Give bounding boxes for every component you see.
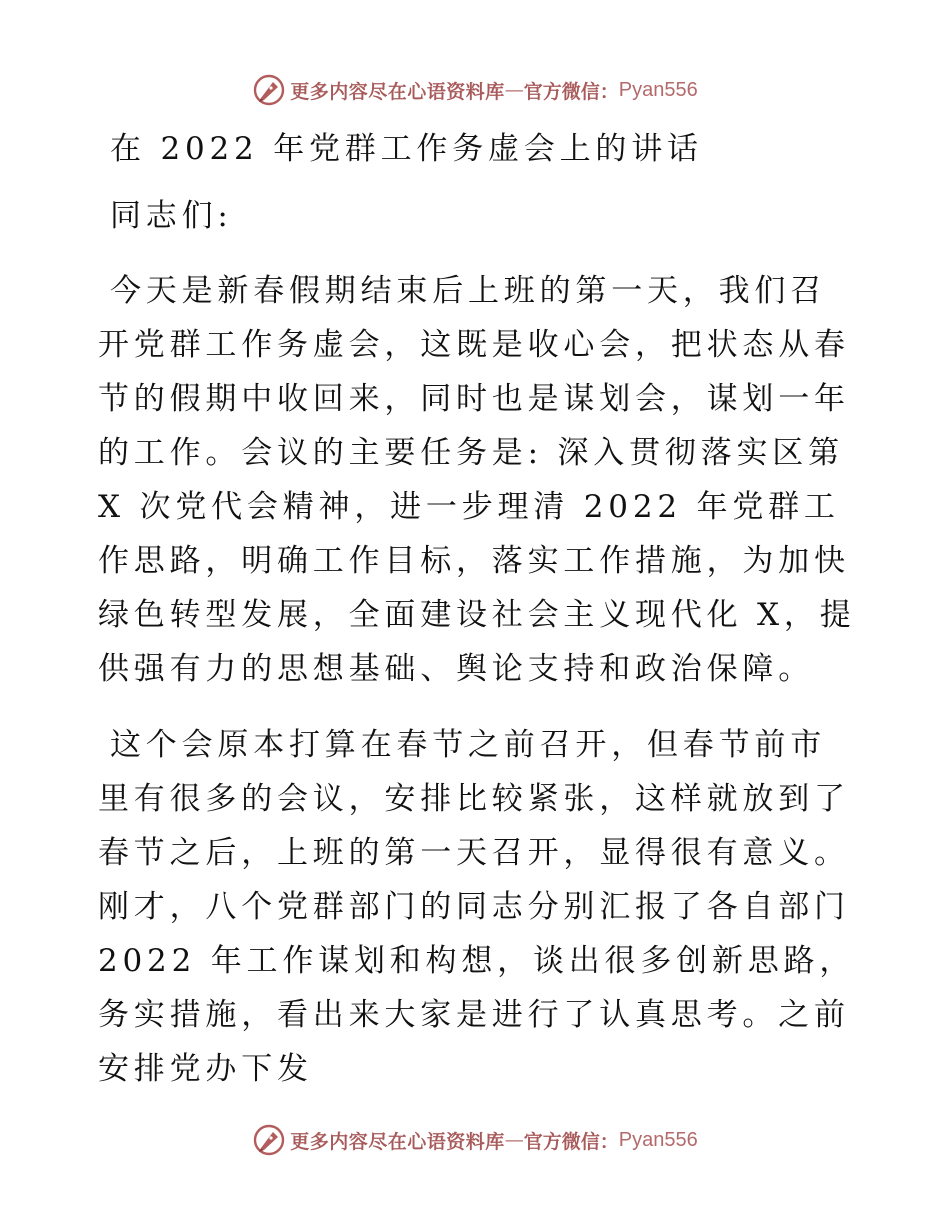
watermark-dash: —: [504, 79, 524, 101]
paragraph: 这个会原本打算在春节之前召开，但春节前市里有很多的会议，安排比较紧张，这样就放到了春节之后，上班的第一天召开，显得很有意义。刚才，八个党群部门的同志分别汇报了各自部门 2022 年工作谋划和构想，谈出很多创新思路，务实措施，看出来大家是进行了认真思考。之前安排党办下发: [98, 727, 856, 1087]
document-body: [98, 120, 858, 1096]
footer-watermark: [0, 1120, 950, 1160]
watermark-wechat-label: 官方微信：: [523, 80, 619, 103]
header-watermark: [0, 70, 950, 110]
watermark-wechat-label: 官方微信：: [523, 1130, 619, 1153]
paragraph: 今天是新春假期结束后上班的第一天，我们召开党群工作务虚会，这既是收心会，把状态从春节的假期中收回来，同时也是谋划会，谋划一年的工作。会议的主要任务是: 深入贯彻落实区第 X 次党代会精神，进一步理清 2022 年党群工作思路，明确工作目标，落实工作措施，为加快绿色转型发展，全面建设社会主义现代化 X，提供强有力的思想基础、舆论支持和政治保障。: [98, 273, 856, 687]
salutation: 同志们:: [110, 198, 233, 234]
watermark-wechat-id: Pyan556: [618, 1128, 698, 1151]
pen-nib-logo-icon: [252, 1123, 286, 1157]
watermark-dash: —: [504, 1129, 524, 1151]
watermark-slogan: 更多内容尽在心语资料库: [290, 80, 505, 103]
watermark-wechat-id: Pyan556: [618, 78, 698, 101]
watermark-slogan: 更多内容尽在心语资料库: [290, 1130, 505, 1153]
pen-nib-logo-icon: [252, 73, 286, 107]
document-title: 在 2022 年党群工作务虚会上的讲话: [110, 131, 703, 167]
